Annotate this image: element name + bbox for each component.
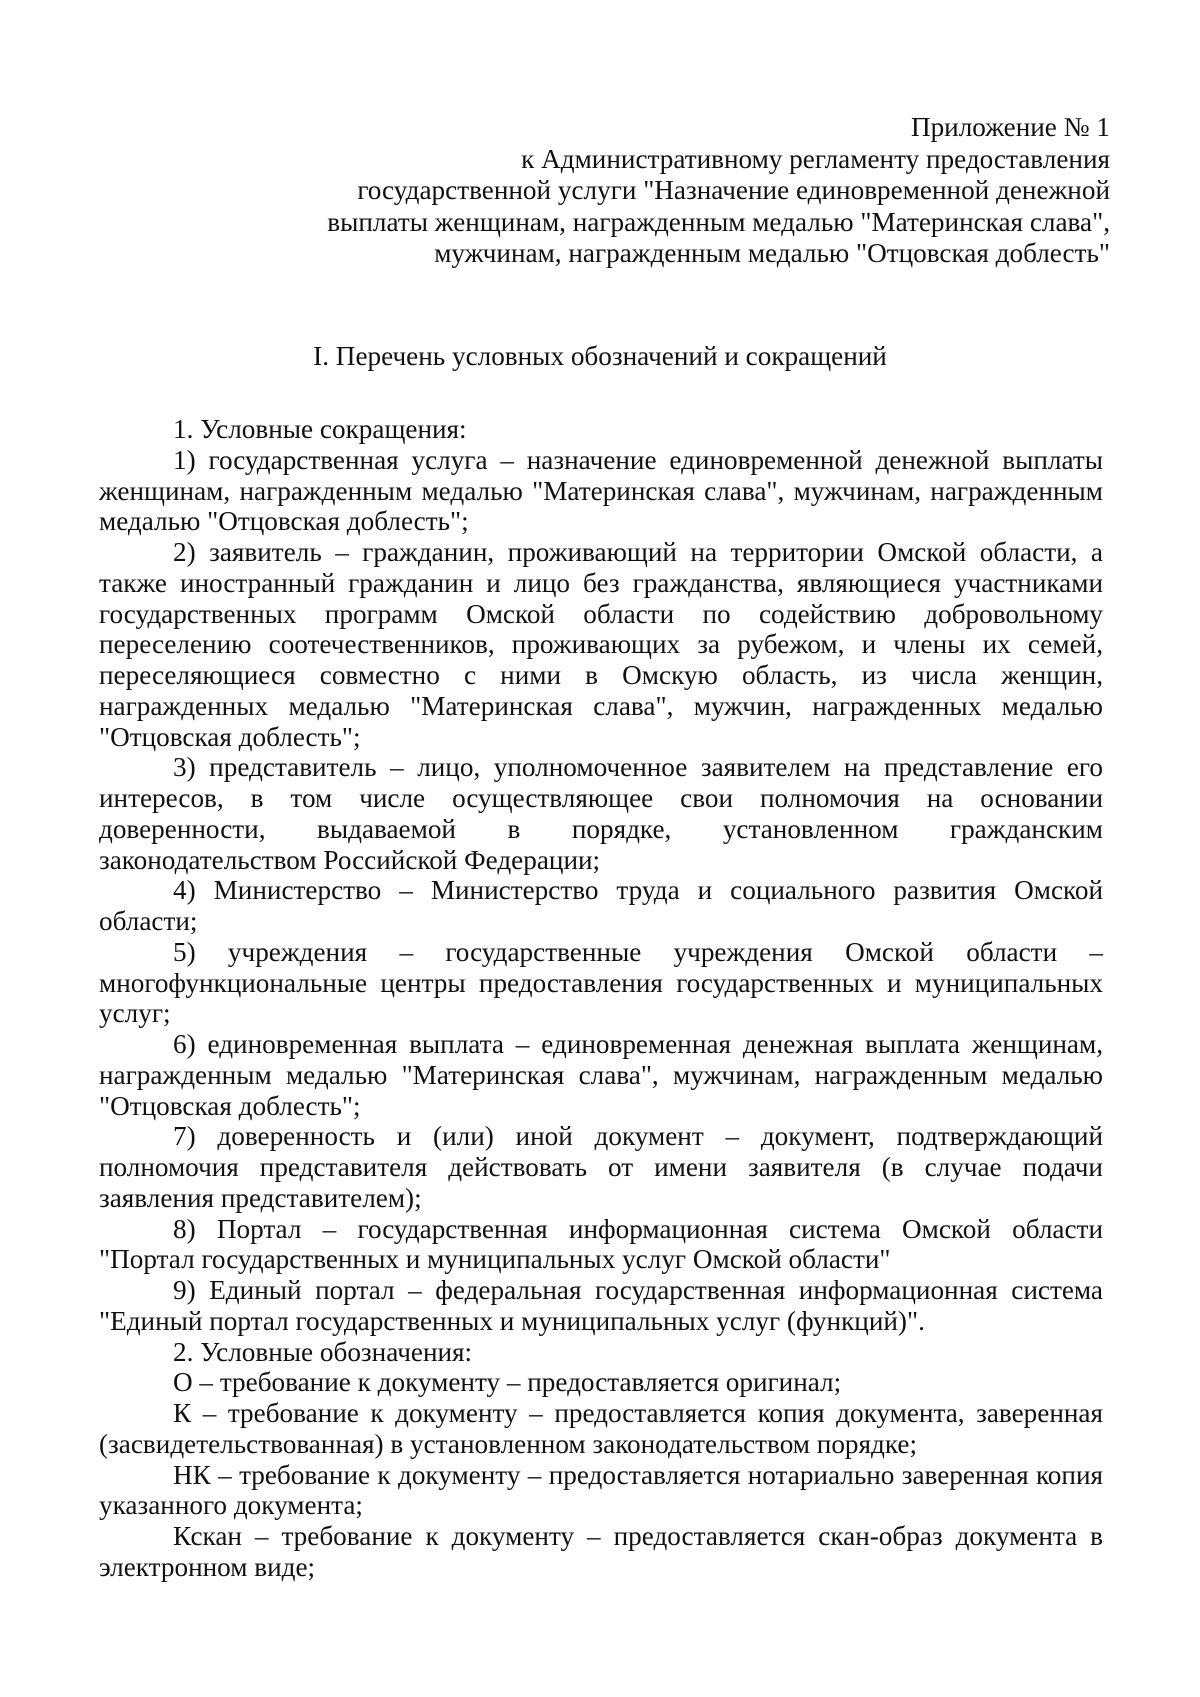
paragraph: 4) Министерство – Министерство труда и социального развития Омской области; (99, 875, 1103, 936)
header-line: мужчинам, награжденным медалью "Отцовская доблесть" (434, 238, 1110, 268)
paragraph: 9) Единый портал – федеральная государственная информационная система "Единый портал государственных и муниципальных услуг (функций)". (99, 1275, 1103, 1336)
header-line: выплаты женщинам, награжденным медалью "Материнская слава", (327, 206, 1110, 237)
paragraph: 3) представитель – лицо, уполномоченное заявителем на представление его интересов, в том числе осуществляющее свои полномочия на основании доверенности, выдаваемой в порядке, установленном гражданским законодательством Российской Федерации; (99, 752, 1103, 875)
header-line: к Административному регламенту предоставления (521, 143, 1110, 174)
paragraph: 1. Условные сокращения: (173, 414, 467, 444)
paragraph: 2. Условные обозначения: (173, 1336, 473, 1367)
paragraph: 8) Портал – государственная информационная система Омской области "Портал государственных и муниципальных услуг Омской области" (99, 1213, 1103, 1275)
paragraph: 5) учреждения – государственные учреждения Омской области – многофункциональные центры предоставления государственных и муниципальных услуг; (99, 936, 1103, 1029)
paragraph: 2) заявитель – гражданин, проживающий на территории Омской области, а также иностранный гражданин и лицо без гражданства, являющиеся участниками государственных программ Омской области по содействию добровольному переселению соотечественников, проживающих за рубежом, и члены их семей, переселяющиеся совместно с ними в Омскую область, из числа женщин, награжденных медалью "Материнская слава", мужчин, награжденных медалью "Отцовская доблесть"; (99, 537, 1103, 752)
paragraph: 6) единовременная выплата – единовременная денежная выплата женщинам, награжденным медалью "Материнская слава", мужчинам, награжденным медалью "Отцовская доблесть"; (99, 1029, 1103, 1121)
document-body (99, 414, 1103, 1583)
section-title: I. Перечень условных обозначений и сокращений (313, 341, 887, 371)
paragraph: Кскан – требование к документу – предоставляется скан-образ документа в электронном виде; (99, 1521, 1103, 1582)
appendix-header (327, 112, 1110, 270)
paragraph: О – требование к документу – предоставляется оригинал; (173, 1367, 842, 1398)
header-line: Приложение № 1 (910, 112, 1110, 142)
paragraph: НК – требование к документу – предоставляется нотариально заверенная копия указанного документа; (99, 1459, 1103, 1521)
header-line: государственной услуги "Назначение единовременной денежной (357, 175, 1110, 205)
paragraph: К – требование к документу – предоставляется копия документа, заверенная (засвидетельствованная) в установленном законодательством порядке; (99, 1398, 1103, 1459)
paragraph: 1) государственная услуга – назначение единовременной денежной выплаты женщинам, награжденным медалью "Материнская слава", мужчинам, награжденным медалью "Отцовская доблесть"; (99, 444, 1103, 537)
paragraph: 7) доверенность и (или) иной документ – документ, подтверждающий полномочия представителя действовать от имени заявителя (в случае подачи заявления представителем); (99, 1121, 1103, 1213)
